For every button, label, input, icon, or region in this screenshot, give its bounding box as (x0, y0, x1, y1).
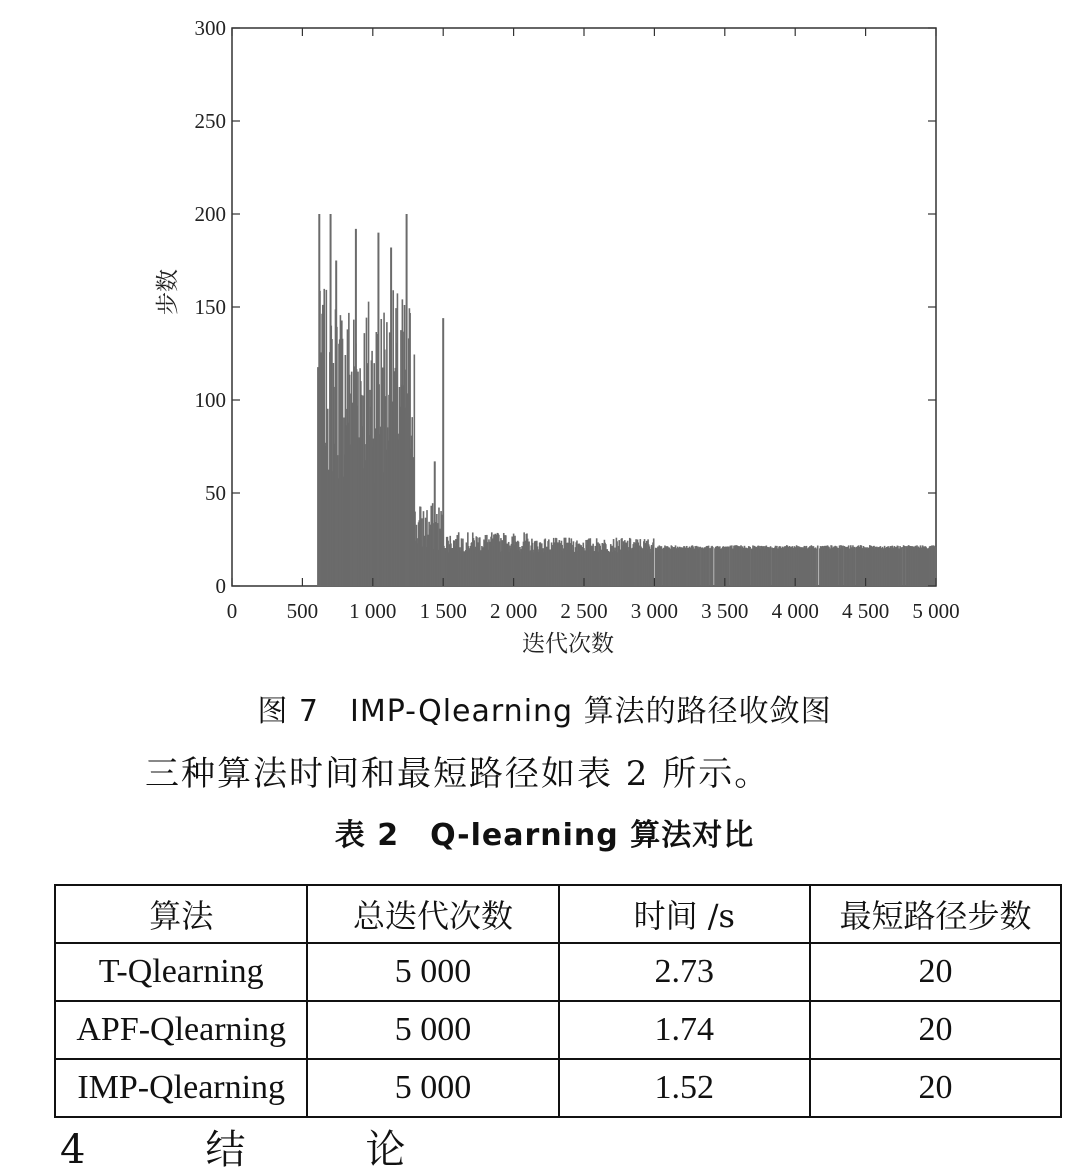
x-tick-label: 4 500 (841, 599, 890, 623)
y-tick-label: 200 (194, 202, 226, 226)
section-heading: 4 结 论 (60, 1127, 446, 1173)
header-algorithm: 算法 (55, 885, 307, 943)
y-tick-label: 300 (194, 16, 226, 40)
y-tick-label: 150 (194, 295, 226, 319)
header-iterations: 总迭代次数 (307, 885, 558, 943)
x-tick-label: 1 500 (419, 599, 467, 623)
cell-steps: 20 (810, 1001, 1061, 1059)
cell-algorithm: IMP-Qlearning (55, 1059, 307, 1117)
cell-iterations: 5 000 (307, 1001, 558, 1059)
cell-steps: 20 (810, 943, 1061, 1001)
table-row (55, 1001, 1061, 1059)
x-tick-label: 1 000 (349, 599, 397, 623)
x-tick-label: 2 000 (489, 599, 538, 623)
x-axis-label: 迭代次数 (522, 631, 614, 656)
cell-algorithm: APF-Qlearning (55, 1001, 307, 1059)
x-tick-label: 5 000 (912, 599, 960, 623)
header-shortest-steps: 最短路径步数 (810, 885, 1061, 943)
x-tick-label: 3 500 (701, 599, 749, 623)
table-row (55, 1059, 1061, 1117)
x-tick-label: 4 000 (771, 599, 819, 623)
cell-iterations: 5 000 (307, 943, 558, 1001)
table-row (55, 943, 1061, 1001)
y-tick-label: 0 (215, 574, 226, 598)
figure-caption: 图 7 IMP-Qlearning 算法的路径收敛图 (257, 694, 832, 729)
x-tick-label: 2 500 (560, 599, 608, 623)
y-tick-label: 50 (205, 481, 226, 505)
comparison-table (54, 884, 1062, 1118)
x-tick-label: 3 000 (630, 599, 679, 623)
table-header-row (55, 885, 1061, 943)
header-time: 时间 /s (559, 885, 810, 943)
table-caption: 表 2 Q-learning 算法对比 (334, 818, 755, 853)
cell-time: 1.52 (559, 1059, 810, 1117)
x-tick-label: 0 (226, 599, 238, 623)
body-paragraph: 三种算法时间和最短路径如表 2 所示。 (145, 754, 771, 794)
y-tick-label: 250 (194, 109, 226, 133)
y-tick-label: 100 (194, 388, 226, 412)
cell-iterations: 5 000 (307, 1059, 558, 1117)
y-axis-label: 步数 (155, 269, 180, 315)
cell-time: 1.74 (559, 1001, 810, 1059)
cell-time: 2.73 (559, 943, 810, 1001)
x-tick-label: 500 (286, 599, 319, 623)
cell-algorithm: T-Qlearning (55, 943, 307, 1001)
cell-steps: 20 (810, 1059, 1061, 1117)
